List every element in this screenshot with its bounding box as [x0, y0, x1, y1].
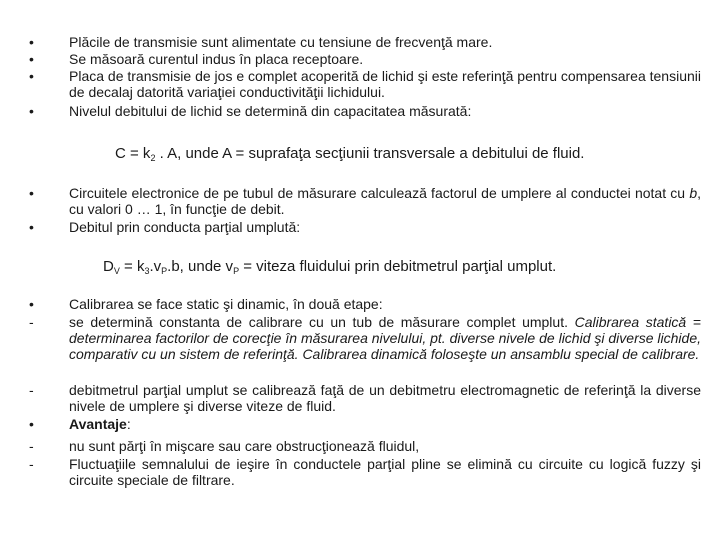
- dynamic-calibration-note: Calibrarea dinamică foloseşte un ansamblu special de calibrare.: [302, 346, 700, 362]
- list-item-text: Fluctuaţiile semnalului de ieşire în conductele parţial pline se elimină cu circuite cu logică fuzzy şi circuite speciale de filtrare.: [69, 456, 701, 488]
- bullet-marker: •: [29, 296, 34, 312]
- bullet-marker: •: [29, 34, 34, 50]
- formula-capacity: [115, 146, 584, 166]
- bullet-marker: •: [29, 416, 34, 432]
- list-item-text: Calibrarea se face static şi dinamic, în două etape:: [69, 296, 383, 312]
- formula-flow: $D_V = k_3.v_P.b$, unde $v_P$ = viteza fluidului prin debitmetrul parţial umplut.: [103, 258, 557, 276]
- list-item-text: Avantaje:: [69, 416, 131, 432]
- formula-rest: . A, unde A = suprafaţa secţiunii transversale a debitului de fluid.: [155, 145, 585, 162]
- list-item-text: Placa de transmisie de jos e complet acoperită de lichid şi este referinţă pentru compensarea tensiunii de decalaj datorită variaţiei conductivităţii lichidului.: [69, 68, 701, 100]
- list-item-text: Plăcile de transmisie sunt alimentate cu tensiune de frecvenţă mare.: [69, 34, 493, 50]
- dash-marker: -: [29, 438, 34, 454]
- formula-c: C = k: [115, 145, 151, 162]
- dash-marker: -: [29, 456, 34, 472]
- bullet-marker: •: [29, 185, 34, 201]
- dash-marker: -: [29, 382, 34, 398]
- static-calibration-note: Calibrarea statică = determinarea factorilor de corecţie în măsurarea nivelului, pt. diverse nivele de lichid şi diverse lichide, comparativ cu un sistem de referinţă.: [69, 314, 701, 362]
- list-item-text: nu sunt părţi în mişcare sau care obstrucţionează fluidul,: [69, 438, 420, 454]
- list-item-text: Debitul prin conducta parţial umplută:: [69, 219, 301, 235]
- list-item-text: Nivelul debitului de lichid se determină din capacitatea măsurată:: [69, 103, 472, 119]
- bullet-marker: •: [29, 68, 34, 84]
- formula-k-subscript: 2: [150, 153, 156, 163]
- bullet-marker: •: [29, 103, 34, 119]
- variable-b: b: [689, 185, 698, 201]
- list-item-text: Circuitele electronice de pe tubul de măsurare calculează factorul de umplere al conductei notat cu b, cu valori 0 … 1, în funcţie de debit.: [69, 185, 701, 217]
- dash-marker: -: [29, 314, 34, 330]
- bullet-marker: •: [29, 219, 34, 235]
- list-item-text: se determină constanta de calibrare cu un tub de măsurare complet umplut. Calibrarea statică = determinarea factorilor de corecţie în măsurarea nivelului, pt. diverse nivele de lichid şi diverse lichide, comparativ cu un sistem de referinţă. Calibrarea dinamică foloseşte un ansamblu special de calibrare.: [69, 314, 701, 362]
- list-item-text: debitmetrul parţial umplut se calibrează faţă de un debitmetru electromagnetic de referinţă la diverse nivele de umplere şi diverse viteze de fluid.: [69, 382, 701, 414]
- list-item-text: Se măsoară curentul indus în placa receptoare.: [69, 51, 364, 67]
- bullet-marker: •: [29, 51, 34, 67]
- advantages-heading: Avantaje: [69, 416, 127, 432]
